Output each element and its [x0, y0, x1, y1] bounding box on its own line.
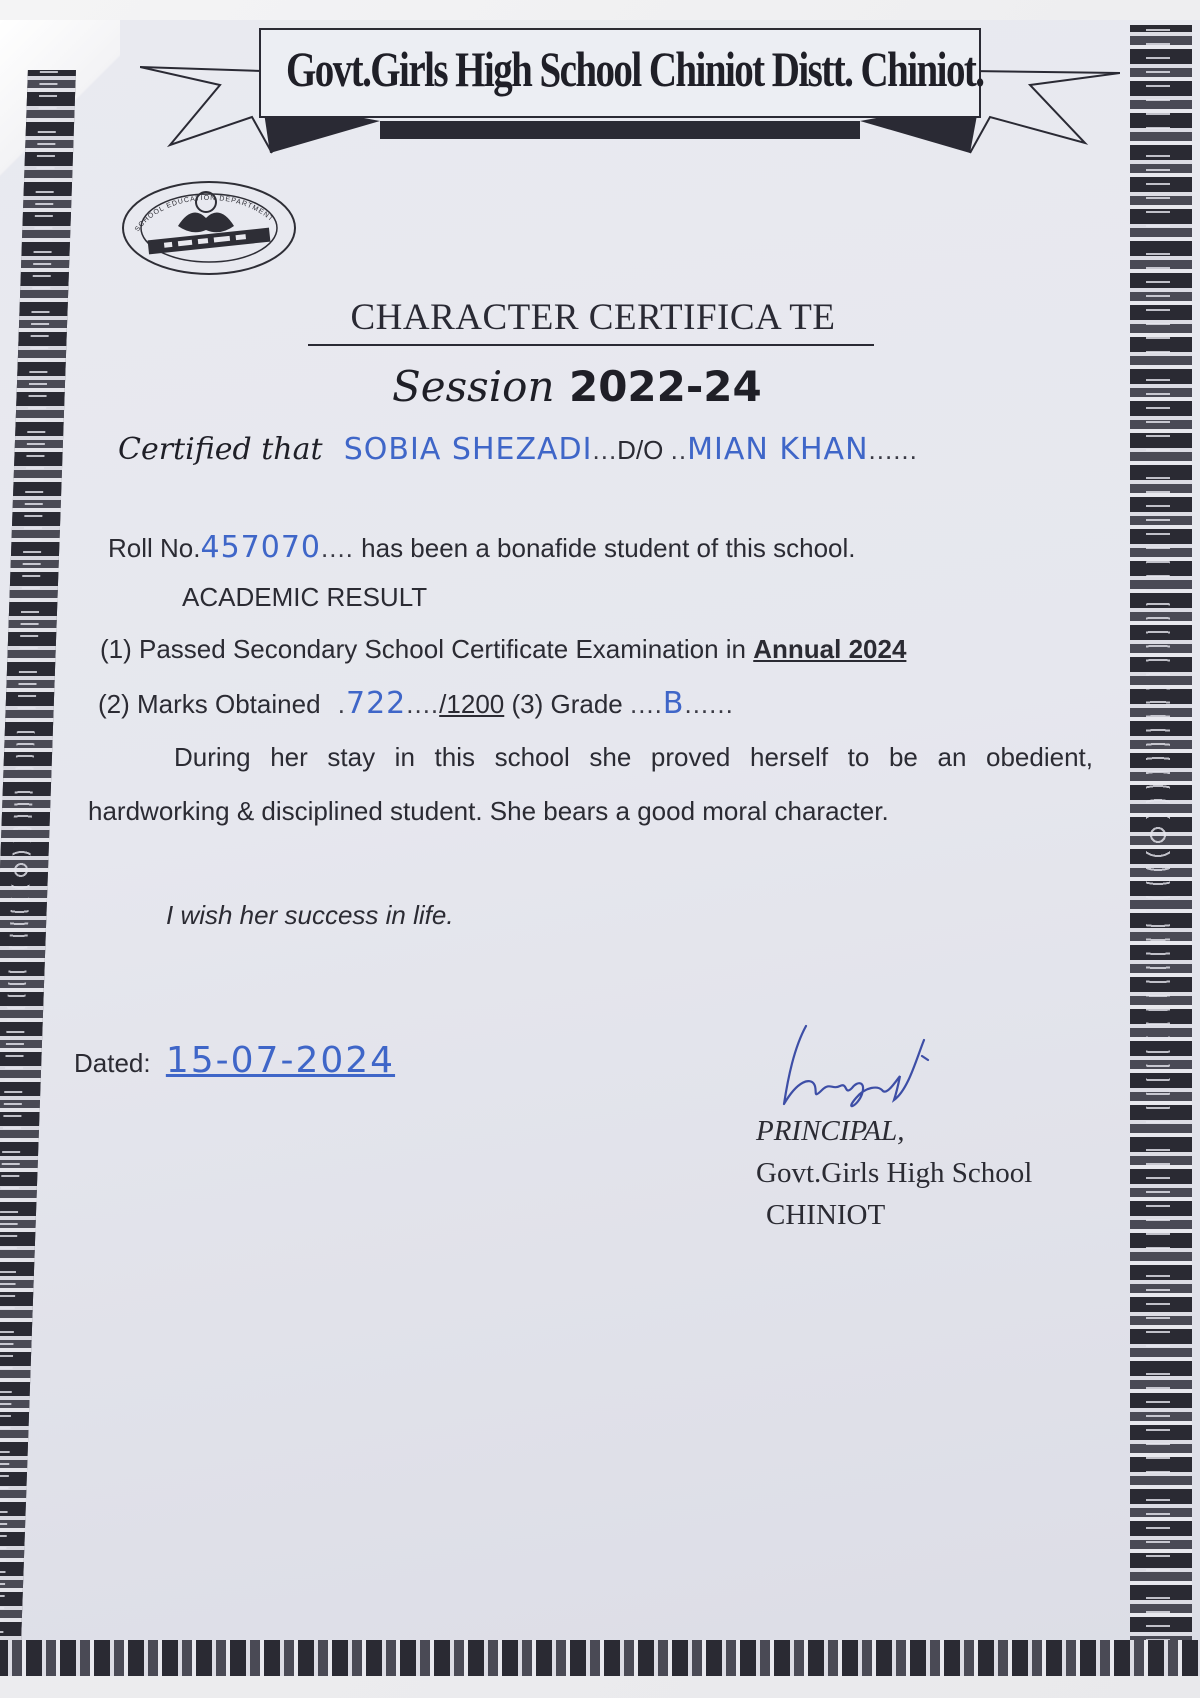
dotted-leader: .. [670, 435, 688, 465]
marks-line [98, 686, 734, 721]
passed-prefix: (1) Passed Secondary School Certificate Examination in [100, 634, 746, 664]
bottom-rope-border [0, 1640, 1200, 1676]
grade-value: B [662, 686, 685, 721]
paragraph-text: During her stay in this school she proved herself to be an obedient, hardworking & disciplined student. She bears a good moral character. [88, 742, 1093, 826]
principal-title: PRINCIPAL, [756, 1115, 905, 1147]
seal-text: SCHOOL EDUCATION DEPARTMENT [133, 194, 275, 234]
dotted-leader: . [337, 689, 346, 719]
principal-signature [748, 1020, 948, 1110]
father-name: MIAN KHAN [687, 432, 869, 467]
principal-school: Govt.Girls High School [756, 1157, 1033, 1189]
right-rope-border [1130, 25, 1192, 1645]
roll-number: 457070 [200, 530, 322, 565]
passed-exam: Annual 2024 [753, 634, 907, 664]
grade-label: (3) Grade [511, 689, 623, 719]
dotted-leader: .... [321, 533, 354, 563]
dated-label: Dated: [74, 1048, 151, 1078]
certified-label: Certified that [118, 432, 323, 467]
session-years: 2022-24 [568, 362, 762, 411]
wish-line [166, 900, 454, 931]
roll-suffix: has been a bonafide student of this school. [361, 533, 856, 563]
school-name: Govt.Girls High School Chiniot Distt. Chiniot. [286, 41, 984, 97]
wish-text: I wish her success in life. [166, 900, 454, 930]
roll-line [108, 530, 856, 565]
dated-line [74, 1040, 395, 1081]
dotted-leader: .... [406, 689, 440, 719]
session-label: Session [392, 362, 555, 411]
relation-label: D/O [617, 435, 664, 465]
student-name: SOBIA SHEZADI [343, 432, 593, 467]
certificate-heading: CHARACTER CERTIFICA TE [350, 297, 836, 338]
principal-city: CHINIOT [766, 1199, 886, 1231]
principal-block [756, 1110, 1116, 1236]
dotted-leader: ...... [868, 435, 918, 465]
school-education-seal [118, 176, 300, 276]
certified-line [118, 432, 918, 467]
heading-underline [308, 344, 874, 346]
dotted-leader: .... [629, 689, 663, 719]
marks-value: 722 [346, 686, 407, 721]
marks-total: /1200 [439, 689, 505, 719]
roll-label: Roll No. [108, 533, 201, 563]
passed-line [100, 634, 906, 665]
marks-label: (2) Marks Obtained [98, 689, 321, 719]
dated-value: 15-07-2024 [165, 1040, 396, 1081]
academic-result-heading: ACADEMIC RESULT [182, 582, 428, 612]
dotted-leader: ...... [684, 689, 734, 719]
character-paragraph [88, 730, 1093, 838]
session-line [392, 362, 762, 411]
dotted-leader: ... [592, 435, 618, 465]
